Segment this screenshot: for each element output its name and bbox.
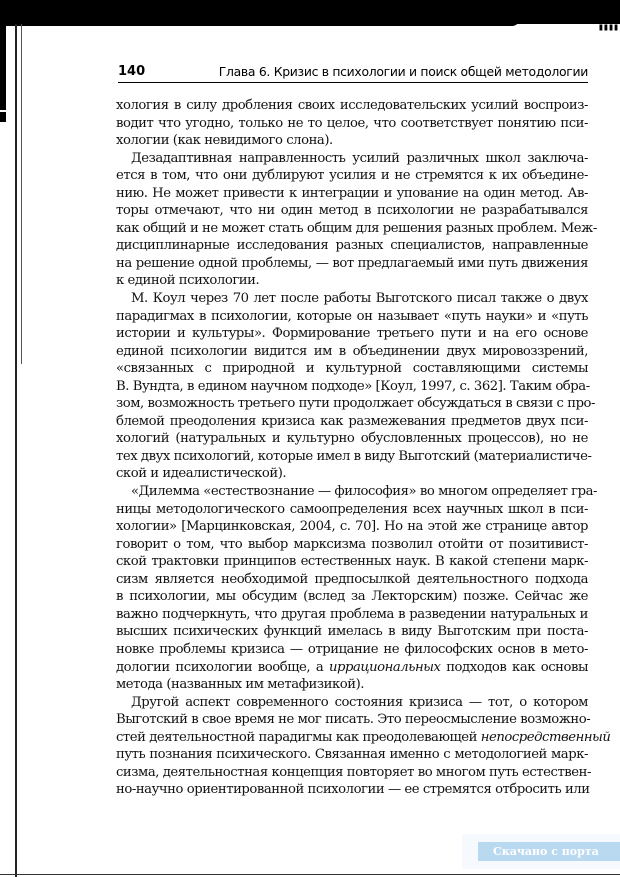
text-line: сизм является необходимой предпосылкой деятельностного подхода [116,571,588,587]
text-line: говорит о том, что выбор марксизма позволил отойти от позитивист- [116,536,588,552]
page-header [118,64,588,83]
text-line: хологии» [Марцинковская, 2004, с. 70]. Но на этой же странице автор [116,519,588,535]
text-line: единой психологии видится им в объединении двух мировоззрений, [116,343,588,359]
book-spine-line [15,24,17,877]
text-line: новке проблемы кризиса — отрицание не философских основ в мето- [116,641,588,657]
download-watermark[interactable]: Скачано с порта [478,842,620,861]
text-line: сизма, деятельностная концепция повторяет во многом путь естествен- [116,764,591,780]
text-line: как общий и не может стать общим для решения разных проблем. Меж- [116,220,597,236]
text-line: стей деятельностной парадигмы как преодолевающей непосредственный [116,729,611,745]
text-line: хология в силу дробления своих исследовательских усилий воспроиз- [116,98,588,113]
text-line: М. Коул через 70 лет после работы Выготского писал также о двух [131,291,588,307]
scan-left-edge [0,0,6,110]
page-number: 140 [118,64,146,79]
text-line: высших психических функций имелась в виду Выготским при поста- [116,624,588,640]
text-line: тех двух психологий, которые имел в виду Выготский (материалистиче- [116,448,592,464]
text-line: зом, возможность третьего пути продолжает обсуждаться в связи с про- [116,396,596,412]
text-line: В. Вундта, в едином научном подходе» [Коул, 1997, с. 362]. Таким обра- [116,378,590,394]
text-line: блемой преодоления кризиса как размежевания предметов двух пси- [116,413,588,429]
text-line: ницы методологического самоопределения всех научных школ в пси- [116,501,588,517]
book-spine-line-inner [21,24,22,364]
text-line: Другой аспект современного состояния кризиса — тот, о котором [131,694,588,710]
italic-emphasis: непосредственный [480,729,611,745]
text-line: ской и идеалистической). [116,466,287,482]
text-line: Дезадаптивная направленность усилий различных школ заключа- [131,150,588,166]
paragraph [116,150,597,290]
paragraph [116,483,598,694]
scan-left-mark [0,112,6,122]
text-line: важно подчеркнуть, что другая проблема в разведении натуральных и [116,606,588,622]
body-text [116,97,611,799]
paragraph [116,97,588,150]
text-line: хологии (как невидимого слона). [116,133,333,149]
text-line: парадигмах в психологии, которые он называет «путь науки» и «путь [116,308,588,324]
text-line: «связанных с природной и культурной составляющими системы [116,361,588,377]
scan-top-shadow [0,18,520,26]
text-line: торы отмечают, что ни один метод в психологии не разрабатывался [116,203,588,219]
text-line: к единой психологии. [116,273,260,289]
scan-edge-marks: ▮▮▮▮ [597,22,618,33]
text-line: дисциплинарные исследования разных специалистов, направленные [116,238,588,254]
text-line: дологии психологии вообще, а иррациональных подходов как основы [116,659,589,675]
text-line: нию. Не может привести к интеграции и упование на один метод. Ав- [116,185,588,201]
text-line: водит что угодно, только не то целое, что соответствует понятию пси- [116,115,588,131]
text-line: ской трактовки принципов естественных наук. В какой степени марк- [116,554,588,570]
text-line: на решение одной проблемы, — вот предлагаемый ими путь движения [116,255,588,271]
text-line: ется в том, что они дублируют усилия и не стремятся к их объедине- [116,168,588,184]
scan-bottom-edge [0,874,620,875]
text-line: хологий (натуральных и культурно обусловленных процессов), но не [116,431,588,447]
text-line: Выготский в свое время не мог писать. Это переосмысление возможно- [116,712,591,728]
text-line: «Дилемма «естествознание — философия» во многом определяет гра- [131,484,598,500]
text-line: путь познания психического. Связанная именно с методологией марк- [116,747,588,763]
text-line: но-научно ориентированной психологии — ее стремятся отбросить или [116,782,590,798]
paragraph [116,694,611,799]
text-line: в психологии, мы обсудим (вслед за Лекторским) позже. Сейчас же [116,589,588,605]
text-line: истории и культуры». Формирование третьего пути и на его основе [116,326,588,342]
running-title: Глава 6. Кризис в психологии и поиск общей методологии [218,64,588,79]
paragraph [116,290,596,483]
italic-emphasis: иррациональных [328,659,441,675]
text-line: метода (названных им метафизикой). [116,677,365,693]
